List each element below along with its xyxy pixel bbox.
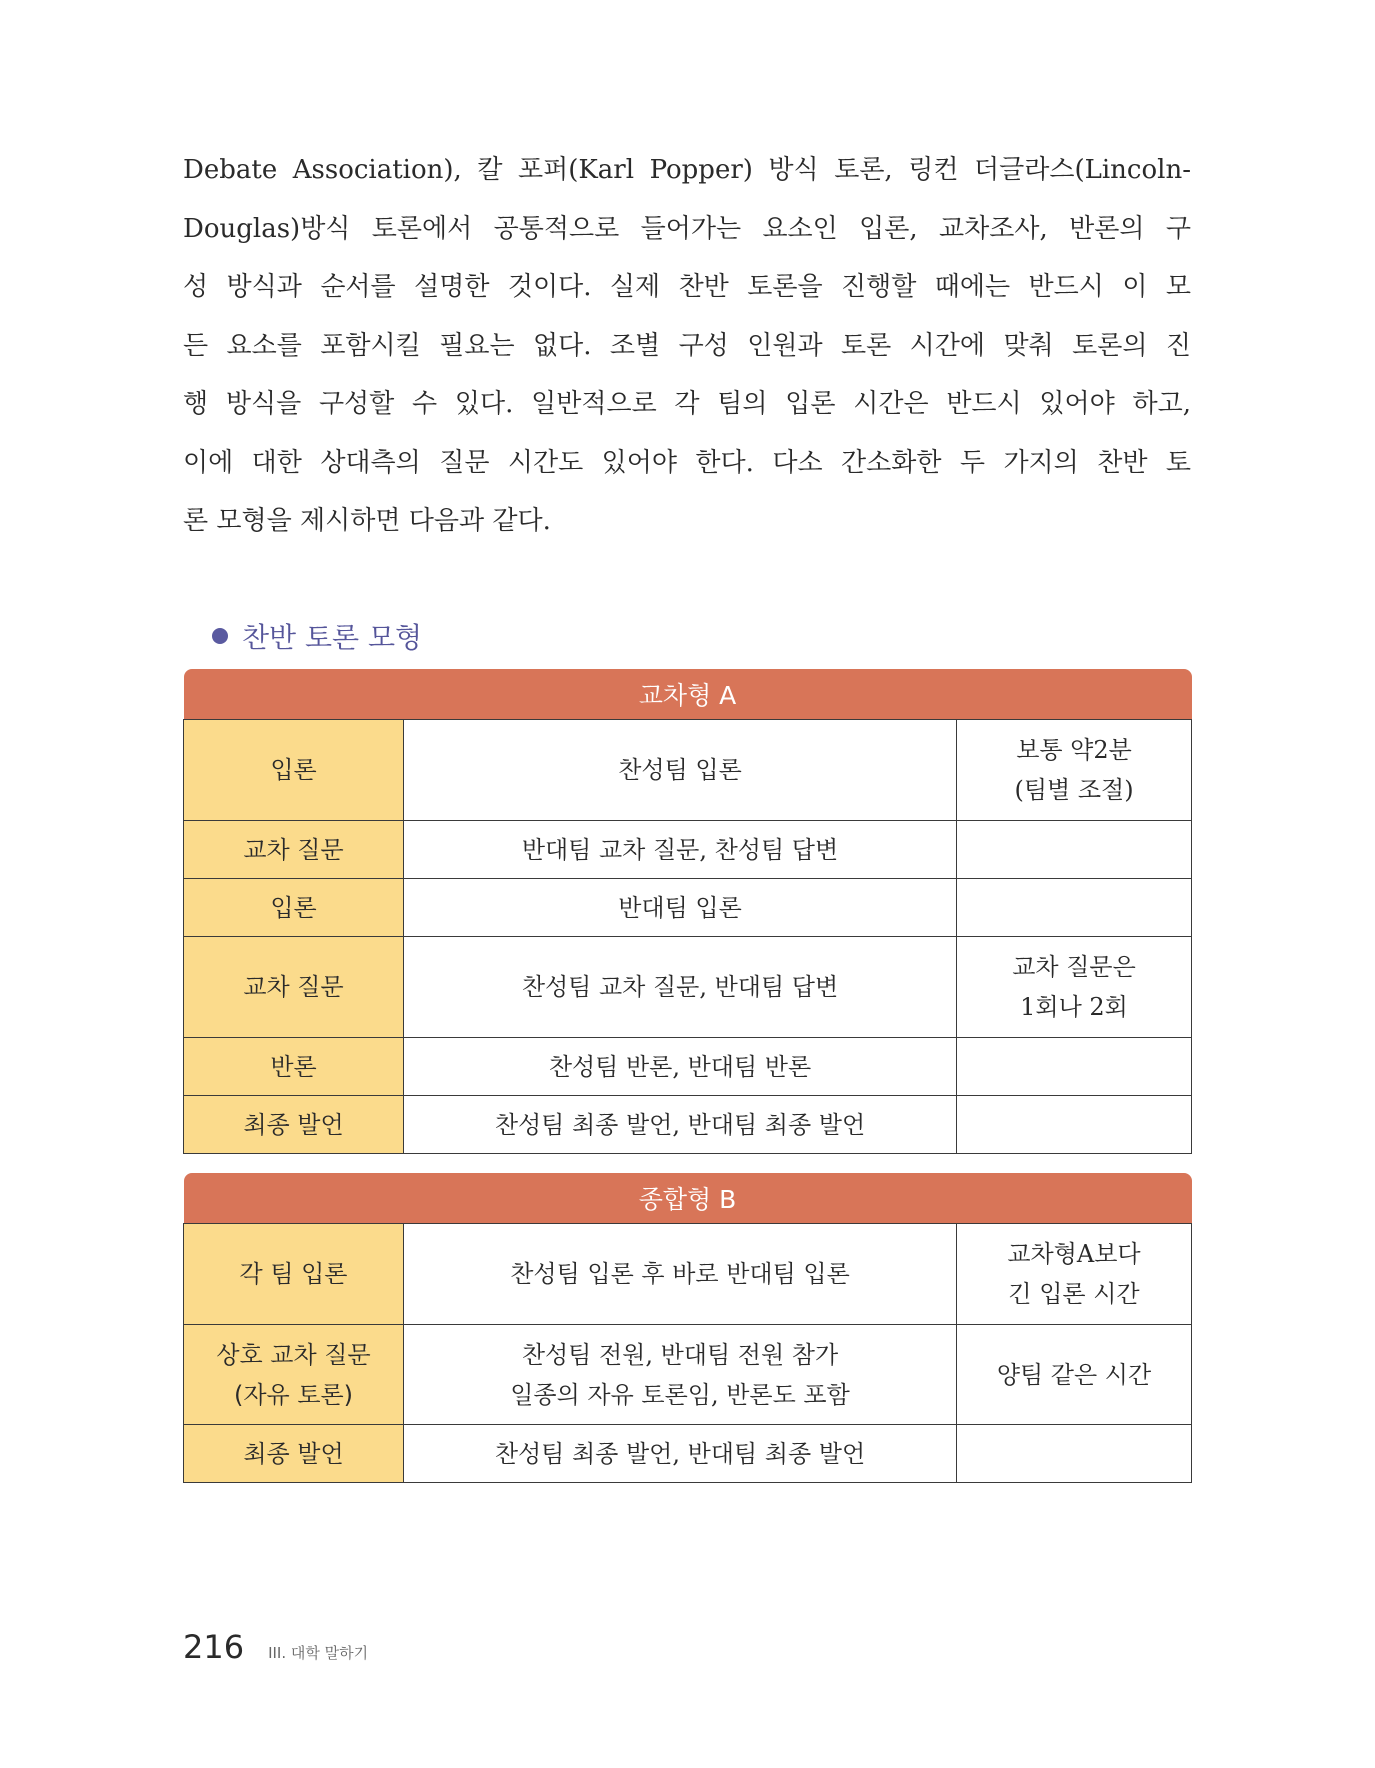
content-cell-text: 찬성팀 입론 <box>618 756 742 784</box>
paragraph-line: 론 모형을 제시하면 다음과 같다. <box>183 506 551 536</box>
bullet-dot-icon <box>212 628 228 644</box>
note-cell-text: 보통 약2분 <box>1016 736 1132 764</box>
content-cell <box>404 1096 957 1154</box>
table-row <box>184 1425 1192 1483</box>
content-cell-text: 찬성팀 교차 질문, 반대팀 답변 <box>521 973 839 1001</box>
debate-model-table-a <box>183 669 1192 1154</box>
note-cell <box>957 1425 1192 1483</box>
debate-model-table-b <box>183 1173 1192 1483</box>
step-cell-text: 반론 <box>270 1052 317 1081</box>
step-cell-text: 교차 질문 <box>243 835 344 864</box>
content-cell-text: 찬성팀 전원, 반대팀 전원 참가 <box>521 1340 839 1369</box>
note-cell <box>957 937 1192 1038</box>
note-cell-text: 긴 입론 시간 <box>1008 1280 1140 1308</box>
table-a-title: 교차형 A <box>184 669 1192 720</box>
step-cell-text: 입론 <box>270 756 317 784</box>
step-cell-text: (자유 토론) <box>233 1380 354 1409</box>
table-row <box>184 1224 1192 1325</box>
content-cell <box>404 821 957 879</box>
page-number: 216 <box>183 1628 245 1666</box>
content-cell <box>404 1224 957 1325</box>
paragraph-line: 든 요소를 포함시킬 필요는 없다. 조별 구성 인원과 토론 시간에 맞춰 토론의 진 <box>183 330 1191 361</box>
table-row <box>184 1325 1192 1425</box>
content-cell-text: 찬성팀 최종 발언, 반대팀 최종 발언 <box>494 1110 866 1139</box>
note-cell-text: 1회나 2회 <box>1020 993 1128 1021</box>
content-cell-text: 찬성팀 반론, 반대팀 반론 <box>548 1052 812 1081</box>
page-footer <box>183 1628 368 1666</box>
step-cell-text: 각 팀 입론 <box>239 1260 348 1288</box>
step-cell <box>184 821 404 879</box>
note-cell-text: 교차 질문은 <box>1012 953 1136 981</box>
content-cell-text: 반대팀 교차 질문, 찬성팀 답변 <box>521 835 839 864</box>
note-cell <box>957 1325 1192 1425</box>
table-row <box>184 937 1192 1038</box>
note-cell <box>957 720 1192 821</box>
note-cell-text: (팀별 조절) <box>1014 776 1134 804</box>
content-cell <box>404 720 957 821</box>
step-cell <box>184 937 404 1038</box>
chapter-label: III. 대학 말하기 <box>268 1644 369 1662</box>
content-cell-text: 일종의 자유 토론임, 반론도 포함 <box>510 1380 850 1409</box>
step-cell <box>184 1096 404 1154</box>
table-row <box>184 720 1192 821</box>
note-cell <box>957 1096 1192 1154</box>
content-cell-text: 찬성팀 최종 발언, 반대팀 최종 발언 <box>494 1439 866 1468</box>
step-cell <box>184 1325 404 1425</box>
step-cell <box>184 1425 404 1483</box>
body-paragraph <box>183 141 1191 551</box>
content-cell <box>404 1425 957 1483</box>
paragraph-line: Douglas)방식 토론에서 공통적으로 들어가는 요소인 입론, 교차조사, 반론의 구 <box>183 213 1191 244</box>
section-heading <box>212 616 422 656</box>
note-cell <box>957 1224 1192 1325</box>
content-cell <box>404 879 957 937</box>
table-row <box>184 1038 1192 1096</box>
content-cell-text: 찬성팀 입론 후 바로 반대팀 입론 <box>510 1260 850 1288</box>
step-cell <box>184 720 404 821</box>
paragraph-line: 행 방식을 구성할 수 있다. 일반적으로 각 팀의 입론 시간은 반드시 있어야 하고, <box>183 389 1191 419</box>
note-cell <box>957 879 1192 937</box>
note-cell-text: 교차형A보다 <box>1007 1240 1141 1268</box>
note-cell <box>957 821 1192 879</box>
content-cell <box>404 1325 957 1425</box>
table-row <box>184 1096 1192 1154</box>
step-cell-text: 최종 발언 <box>243 1110 344 1139</box>
step-cell-text: 입론 <box>270 893 317 922</box>
table-row <box>184 821 1192 879</box>
note-cell-text: 양팀 같은 시간 <box>996 1360 1152 1389</box>
table-row <box>184 879 1192 937</box>
content-cell-text: 반대팀 입론 <box>618 893 742 922</box>
step-cell <box>184 1038 404 1096</box>
step-cell-text: 교차 질문 <box>243 973 344 1001</box>
section-title: 찬반 토론 모형 <box>242 621 423 654</box>
step-cell-text: 최종 발언 <box>243 1439 344 1468</box>
note-cell <box>957 1038 1192 1096</box>
step-cell <box>184 1224 404 1325</box>
paragraph-line: 성 방식과 순서를 설명한 것이다. 실제 찬반 토론을 진행할 때에는 반드시 이 모 <box>183 272 1191 302</box>
content-cell <box>404 1038 957 1096</box>
table-b-title: 종합형 B <box>184 1173 1192 1224</box>
paragraph-line: Debate Association), 칼 포퍼(Karl Popper) 방식 토론, 링컨 더글라스(Lincoln- <box>183 155 1191 185</box>
step-cell-text: 상호 교차 질문 <box>216 1340 371 1369</box>
content-cell <box>404 937 957 1038</box>
step-cell <box>184 879 404 937</box>
paragraph-line: 이에 대한 상대측의 질문 시간도 있어야 한다. 다소 간소화한 두 가지의 찬반 토 <box>183 447 1191 478</box>
